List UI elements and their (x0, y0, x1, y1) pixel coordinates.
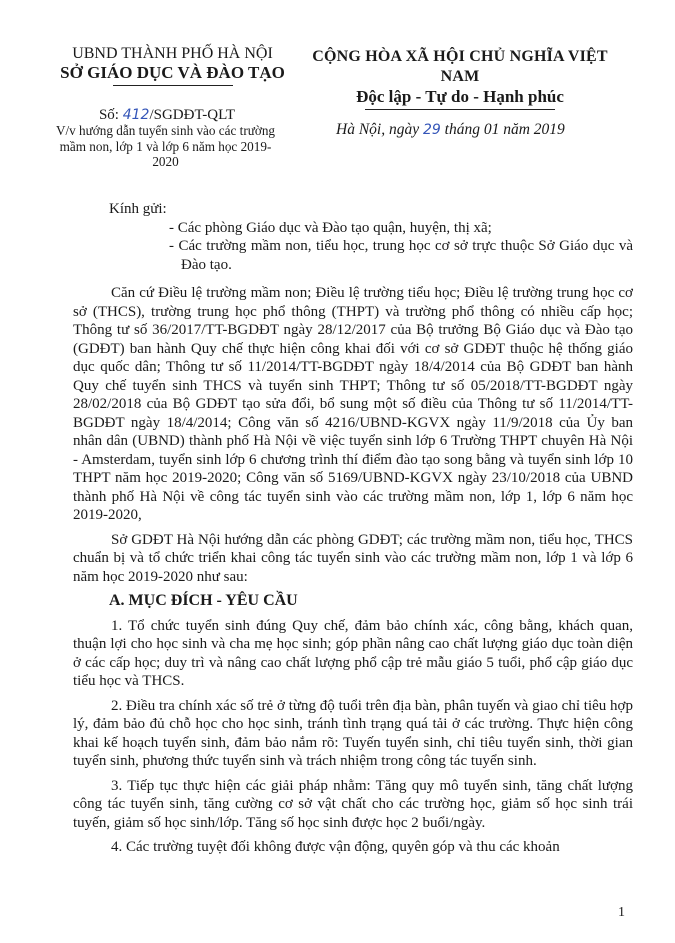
motto-underline (365, 109, 555, 110)
department-name: SỞ GIÁO DỤC VÀ ĐÀO TẠO (60, 63, 285, 82)
document-body (73, 200, 633, 857)
doc-number-handwritten: 412 (122, 107, 150, 123)
recipient-line: - Các trường mầm non, tiểu học, trung học cơ sở trực thuộc Sở Giáo dục và Đào tạo. (169, 238, 633, 273)
salutation: Kính gửi: (109, 201, 167, 217)
date-prefix: Hà Nội, ngày (336, 121, 423, 138)
paragraph-legal-basis: Căn cứ Điều lệ trường mầm non; Điều lệ trường tiểu học; Điều lệ trường trung học cơ sở (THCS), trường trung học phổ thông (THPT) và trường phổ thông có nhiều cấp học; Thông tư số 36/2017/TT-BGDĐT ngày 28/12/2017 của Bộ trưởng Bộ Giáo dục và Đào tạo (GDĐT) ban hành Quy chế thực hiện công khai đối với cơ sở GDĐT thuộc hệ thống giáo dục quốc dân; Thông tư số 11/2014/TT-BGDĐT ngày 18/4/2014 của Bộ GDĐT ban hành Quy chế tuyển sinh THCS và tuyển sinh THPT; Thông tư số 05/2018/TT-BGDĐT ngày 28/02/2018 của Bộ GDĐT tạo sửa đổi, bổ sung một số điều của Thông tư số 11/2014/TT-BGDĐT ngày 18/4/2014; Công văn số 4216/UBND-KGVX ngày 11/9/2018 của Ủy ban nhân dân (UBND) thành phố Hà Nội về việc tuyển sinh lớp 6 Trường THPT chuyên Hà Nội - Amsterdam, tuyển sinh lớp 6 chương trình thí điểm đào tạo song bằng và tuyển sinh lớp 10 THPT năm học 2019-2020; Công văn số 5169/UBND-KGVX ngày 23/10/2018 của UBND thành phố Hà Nội về công tác tuyển sinh vào các trường mầm non, lớp 1, lớp 6 năm học 2019-2020, (73, 285, 633, 523)
agency-name: UBND THÀNH PHỐ HÀ NỘI (72, 45, 273, 62)
national-motto: Độc lập - Tự do - Hạnh phúc (356, 87, 564, 106)
spacer (73, 274, 633, 284)
document-number (52, 106, 282, 124)
national-header (295, 47, 625, 110)
issue-date (336, 121, 636, 139)
date-suffix: tháng 01 năm 2019 (440, 121, 565, 138)
page-number: 1 (618, 905, 625, 920)
document-subject: V/v hướng dẫn tuyển sinh vào các trường mầm non, lớp 1 và lớp 6 năm học 2019-2020 (55, 123, 276, 169)
issuer-underline (113, 85, 233, 86)
paragraph-instruction: Sở GDĐT Hà Nội hướng dẫn các phòng GDĐT; các trường mầm non, tiểu học, THCS chuẩn bị và tổ chức triển khai công tác tuyển sinh vào các trường mầm non, lớp 1 và lớp 6 năm học 2019-2020 như sau: (73, 531, 633, 585)
list-item: 2. Điều tra chính xác số trẻ ở từng độ tuổi trên địa bàn, phân tuyến và giao chỉ tiêu hợp lý, đảm bảo đủ chỗ học cho học sinh, tránh tình trạng quá tải ở các trường. Thực hiện công khai kế hoạch tuyển sinh, đảm bảo nắm rõ: Tuyến tuyển sinh, chỉ tiêu tuyển sinh, thời gian tuyển sinh, phương thức tuyển sinh và trách nhiệm trong công tác tuyển sinh. (73, 697, 633, 769)
list-item: 1. Tổ chức tuyển sinh đúng Quy chế, đảm bảo chính xác, công bằng, khách quan, thuận lợi cho học sinh và cha mẹ học sinh; góp phần nâng cao chất lượng giáo dục toàn diện ở các cấp học; duy trì và nâng cao chất lượng phổ cập trẻ mẫu giáo 5 tuổi, phổ cập giáo dục tiểu học và THCS. (73, 617, 633, 689)
nation-name: CỘNG HÒA XÃ HỘI CHỦ NGHĨA VIỆT NAM (312, 48, 608, 85)
list-item: 4. Các trường tuyệt đối không được vận động, quyên góp và thu các khoản (111, 839, 560, 855)
doc-number-suffix: /SGDĐT-QLT (149, 107, 236, 123)
list-item: 3. Tiếp tục thực hiện các giải pháp nhằm: Tăng quy mô tuyển sinh, tăng chất lượng công tác tuyển sinh, tăng cường cơ sở vật chất cho các trường học, giảm số học sinh trái tuyến, giảm số học sinh/lớp. Tăng số học sinh được học 2 buổi/ngày. (73, 777, 633, 831)
issuer-block (40, 44, 305, 86)
recipient-line: - Các phòng Giáo dục và Đào tạo quận, huyện, thị xã; (169, 219, 492, 236)
date-day-handwritten: 29 (422, 122, 441, 138)
doc-number-prefix: Số: (98, 107, 123, 123)
section-heading: A. MỤC ĐÍCH - YÊU CẦU (109, 592, 298, 609)
